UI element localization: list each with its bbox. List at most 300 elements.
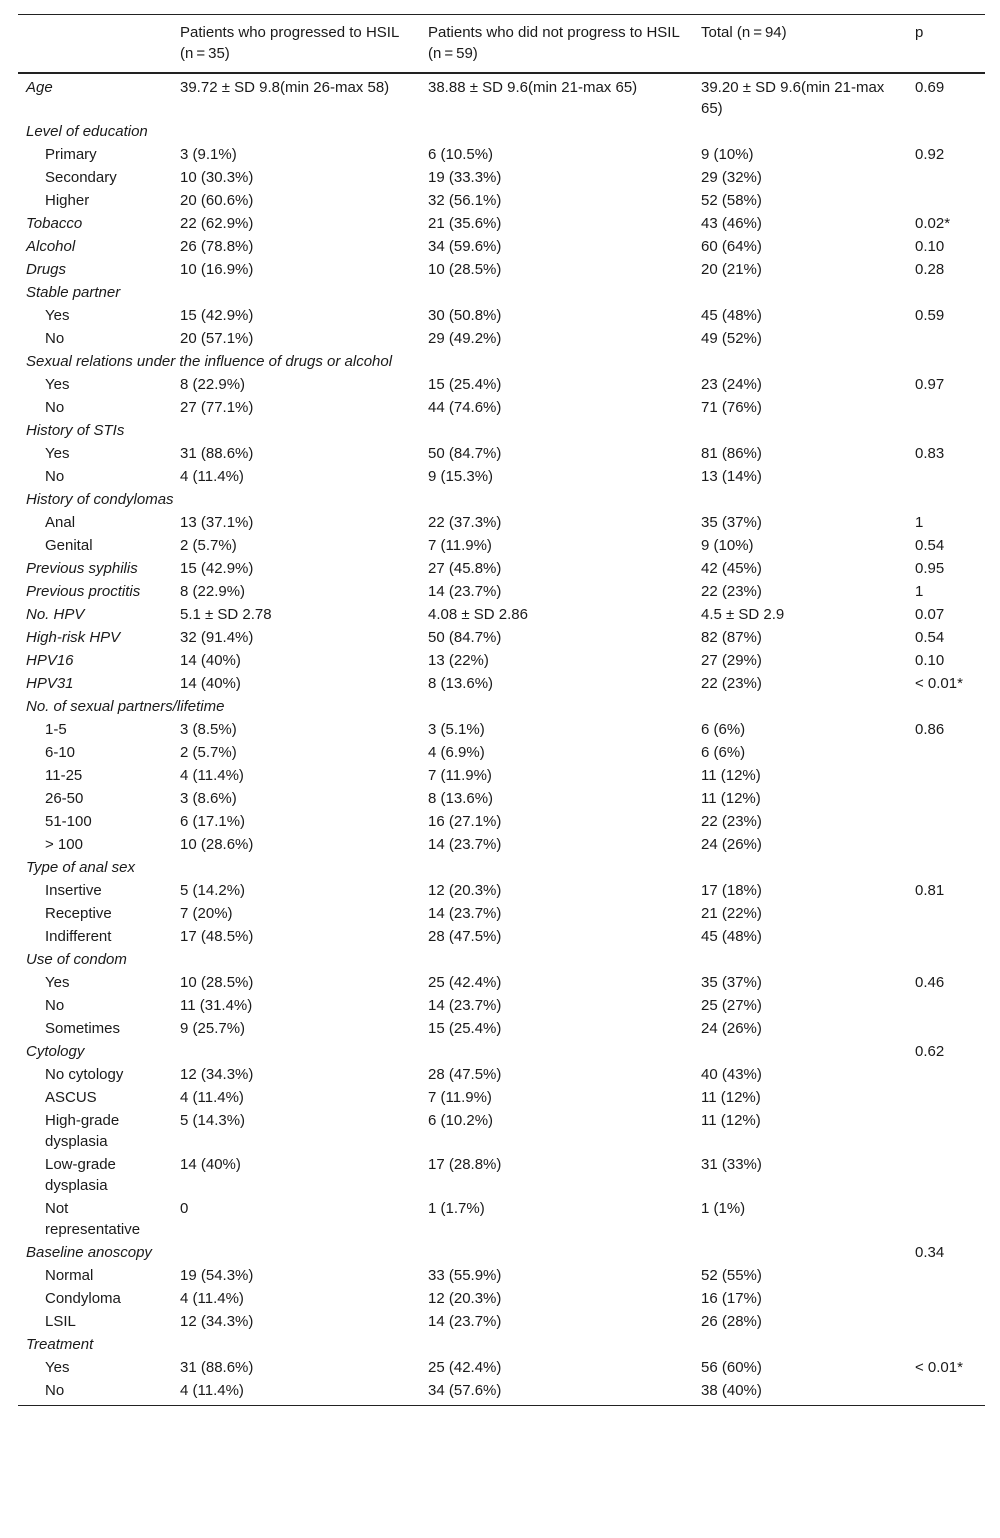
cell-progressed	[172, 1333, 420, 1356]
row-label: Genital	[45, 537, 93, 554]
cell-p-value: 0.81	[915, 882, 945, 899]
cell-total: 56 (60%)	[701, 1359, 762, 1376]
cell-not-progressed: 22 (37.3%)	[428, 514, 502, 531]
cell-total: 40 (43%)	[701, 1066, 762, 1083]
cell-not-progressed: 12 (20.3%)	[428, 882, 502, 899]
header-progressed: Patients who progressed to HSIL (n = 35)	[180, 24, 399, 62]
cell-p-value	[907, 994, 985, 1017]
cell-p-value: 1	[915, 583, 924, 600]
cell-not-progressed: 27 (45.8%)	[428, 560, 502, 577]
row-label: LSIL	[45, 1313, 76, 1330]
cell-p-value	[907, 833, 985, 856]
table-row-subcategory	[18, 1379, 985, 1406]
cell-not-progressed: 14 (23.7%)	[428, 997, 502, 1014]
cell-progressed: 4 (11.4%)	[180, 1089, 244, 1106]
table-row-subcategory	[18, 465, 985, 488]
cell-not-progressed: 38.88 ± SD 9.6(min 21-max 65)	[428, 79, 638, 96]
cell-progressed: 0	[180, 1200, 189, 1217]
cell-p-value: 0.97	[915, 376, 945, 393]
cell-not-progressed: 17 (28.8%)	[428, 1156, 502, 1173]
cell-progressed: 8 (22.9%)	[180, 583, 246, 600]
cell-p-value: 0.46	[915, 974, 945, 991]
row-label: Anal	[45, 514, 76, 531]
table-row-subcategory	[18, 1109, 985, 1153]
cell-total: 9 (10%)	[701, 146, 754, 163]
cell-total: 24 (26%)	[701, 836, 762, 853]
cell-progressed	[172, 856, 420, 879]
row-label: Alcohol	[26, 238, 76, 255]
cell-progressed: 9 (25.7%)	[180, 1020, 246, 1037]
cell-total: 42 (45%)	[701, 560, 762, 577]
cell-not-progressed: 25 (42.4%)	[428, 974, 502, 991]
cell-total: 11 (12%)	[701, 767, 761, 784]
row-label: Indifferent	[45, 928, 112, 945]
cell-p-value	[907, 925, 985, 948]
cell-progressed: 12 (34.3%)	[180, 1313, 254, 1330]
cell-not-progressed	[420, 1040, 693, 1063]
cell-total: 22 (23%)	[701, 583, 762, 600]
cell-p-value	[907, 189, 985, 212]
table-row-category	[18, 626, 985, 649]
table-body	[18, 73, 985, 1406]
table-row-subcategory	[18, 1197, 985, 1241]
cell-total: 43 (46%)	[701, 215, 762, 232]
cell-p-value	[907, 465, 985, 488]
cell-p-value	[907, 166, 985, 189]
cell-p-value	[907, 120, 985, 143]
table-row-subcategory	[18, 1153, 985, 1197]
cell-progressed: 14 (40%)	[180, 652, 241, 669]
cell-p-value: 0.59	[915, 307, 945, 324]
cell-not-progressed: 14 (23.7%)	[428, 905, 502, 922]
row-label: Insertive	[45, 882, 102, 899]
cell-p-value	[907, 281, 985, 304]
row-label: Primary	[45, 146, 97, 163]
cell-progressed: 6 (17.1%)	[180, 813, 246, 830]
row-label: HPV31	[26, 675, 74, 692]
cell-not-progressed: 8 (13.6%)	[428, 790, 494, 807]
cell-progressed	[172, 1040, 420, 1063]
table-row-category	[18, 948, 985, 971]
cell-p-value	[907, 1197, 985, 1241]
cell-not-progressed: 10 (28.5%)	[428, 261, 502, 278]
cell-progressed	[172, 120, 420, 143]
cell-progressed: 10 (28.5%)	[180, 974, 254, 991]
row-label: 6-10	[45, 744, 76, 761]
cell-total: 22 (23%)	[701, 813, 762, 830]
row-label: Yes	[45, 376, 70, 393]
table-row-subcategory	[18, 373, 985, 396]
table-row-subcategory	[18, 442, 985, 465]
cell-progressed: 5 (14.3%)	[180, 1112, 246, 1129]
cell-total: 27 (29%)	[701, 652, 762, 669]
cell-p-value: 0.34	[915, 1244, 945, 1261]
cell-not-progressed: 29 (49.2%)	[428, 330, 502, 347]
row-label: Sometimes	[45, 1020, 121, 1037]
cell-total	[693, 1040, 907, 1063]
cell-progressed	[172, 419, 420, 442]
results-table-container	[18, 14, 985, 1406]
cell-not-progressed	[420, 856, 693, 879]
cell-progressed: 3 (8.5%)	[180, 721, 237, 738]
table-row-category	[18, 1241, 985, 1264]
cell-p-value	[907, 1153, 985, 1197]
cell-total: 29 (32%)	[701, 169, 762, 186]
table-header	[18, 15, 985, 74]
cell-not-progressed	[420, 281, 693, 304]
cell-not-progressed	[420, 948, 693, 971]
table-row-subcategory	[18, 534, 985, 557]
cell-total: 16 (17%)	[701, 1290, 762, 1307]
table-row-subcategory	[18, 1310, 985, 1333]
cell-not-progressed: 32 (56.1%)	[428, 192, 502, 209]
header-variable	[18, 15, 172, 74]
cell-progressed: 31 (88.6%)	[180, 445, 254, 462]
cell-total	[693, 856, 907, 879]
cell-total: 23 (24%)	[701, 376, 762, 393]
row-label: Stable partner	[26, 284, 121, 301]
cell-not-progressed: 19 (33.3%)	[428, 169, 502, 186]
cell-p-value	[907, 396, 985, 419]
cell-total: 6 (6%)	[701, 721, 746, 738]
cell-not-progressed: 4 (6.9%)	[428, 744, 485, 761]
cell-total: 31 (33%)	[701, 1156, 762, 1173]
cell-p-value: 0.07	[915, 606, 945, 623]
cell-progressed: 2 (5.7%)	[180, 744, 237, 761]
row-label: Yes	[45, 445, 70, 462]
cell-progressed: 19 (54.3%)	[180, 1267, 254, 1284]
cell-p-value: 0.02*	[915, 215, 951, 232]
cell-progressed: 26 (78.8%)	[180, 238, 254, 255]
cell-p-value	[907, 856, 985, 879]
row-label: No cytology	[45, 1066, 124, 1083]
row-label: High-risk HPV	[26, 629, 121, 646]
cell-total	[693, 419, 907, 442]
cell-not-progressed: 33 (55.9%)	[428, 1267, 502, 1284]
cell-progressed: 4 (11.4%)	[180, 468, 244, 485]
row-label: 51-100	[45, 813, 92, 830]
table-row-subcategory	[18, 1287, 985, 1310]
cell-total: 35 (37%)	[701, 514, 762, 531]
table-row-subcategory	[18, 1356, 985, 1379]
table-row-subcategory	[18, 764, 985, 787]
cell-not-progressed: 30 (50.8%)	[428, 307, 502, 324]
cell-not-progressed: 50 (84.7%)	[428, 445, 502, 462]
row-label: Not representative	[45, 1200, 141, 1238]
cell-total: 52 (55%)	[701, 1267, 762, 1284]
table-row-subcategory	[18, 994, 985, 1017]
cell-p-value	[907, 1017, 985, 1040]
table-row-category	[18, 120, 985, 143]
cell-progressed: 31 (88.6%)	[180, 1359, 254, 1376]
cell-p-value: 0.54	[915, 537, 945, 554]
cell-p-value: 0.95	[915, 560, 945, 577]
table-row-subcategory	[18, 1063, 985, 1086]
cell-p-value	[907, 1063, 985, 1086]
cell-progressed: 10 (16.9%)	[180, 261, 254, 278]
row-label: High-grade dysplasia	[45, 1112, 120, 1150]
header-p-value: p	[915, 24, 924, 41]
cell-p-value: 0.92	[915, 146, 945, 163]
cell-p-value	[907, 764, 985, 787]
cell-p-value	[907, 1287, 985, 1310]
cell-progressed: 4 (11.4%)	[180, 1382, 244, 1399]
row-label: 1-5	[45, 721, 67, 738]
cell-progressed	[172, 1241, 420, 1264]
cell-p-value: 1	[915, 514, 924, 531]
cell-progressed: 15 (42.9%)	[180, 560, 254, 577]
cell-progressed: 14 (40%)	[180, 675, 241, 692]
cell-not-progressed: 34 (57.6%)	[428, 1382, 502, 1399]
table-row-subcategory	[18, 396, 985, 419]
cell-not-progressed: 3 (5.1%)	[428, 721, 485, 738]
table-row-subcategory	[18, 833, 985, 856]
cell-not-progressed: 50 (84.7%)	[428, 629, 502, 646]
cell-total: 22 (23%)	[701, 675, 762, 692]
cell-total: 4.5 ± SD 2.9	[701, 606, 785, 623]
cell-total: 81 (86%)	[701, 445, 762, 462]
table-row-subcategory	[18, 1264, 985, 1287]
row-label: Type of anal sex	[26, 859, 135, 876]
table-row-category	[18, 695, 985, 718]
table-row-category	[18, 672, 985, 695]
row-label: Yes	[45, 307, 70, 324]
table-row-category	[18, 73, 985, 120]
cell-not-progressed	[420, 1333, 693, 1356]
table-row-category	[18, 603, 985, 626]
cell-progressed: 2 (5.7%)	[180, 537, 237, 554]
cell-not-progressed: 15 (25.4%)	[428, 1020, 502, 1037]
cell-not-progressed: 21 (35.6%)	[428, 215, 502, 232]
row-label: Yes	[45, 1359, 70, 1376]
cell-progressed: 12 (34.3%)	[180, 1066, 254, 1083]
cell-not-progressed: 14 (23.7%)	[428, 1313, 502, 1330]
cell-p-value: 0.62	[915, 1043, 945, 1060]
cell-total: 45 (48%)	[701, 307, 762, 324]
cell-p-value: < 0.01*	[915, 1359, 963, 1376]
table-row-subcategory	[18, 879, 985, 902]
table-row-subcategory	[18, 166, 985, 189]
table-row-category	[18, 258, 985, 281]
row-label: Age	[26, 79, 53, 96]
table-row-category	[18, 281, 985, 304]
cell-total: 11 (12%)	[701, 790, 761, 807]
cell-total: 82 (87%)	[701, 629, 762, 646]
cell-not-progressed: 14 (23.7%)	[428, 583, 502, 600]
row-label: No	[45, 468, 65, 485]
row-label: No	[45, 399, 65, 416]
row-label: Yes	[45, 974, 70, 991]
cell-progressed: 14 (40%)	[180, 1156, 241, 1173]
row-label: 26-50	[45, 790, 84, 807]
table-row-subcategory	[18, 304, 985, 327]
cell-not-progressed: 28 (47.5%)	[428, 1066, 502, 1083]
table-row-category	[18, 235, 985, 258]
cell-total: 11 (12%)	[701, 1112, 761, 1129]
cell-total: 6 (6%)	[701, 744, 746, 761]
row-label: Secondary	[45, 169, 117, 186]
cell-not-progressed: 7 (11.9%)	[428, 767, 492, 784]
table-row-subcategory	[18, 902, 985, 925]
cell-progressed: 15 (42.9%)	[180, 307, 254, 324]
cell-progressed: 27 (77.1%)	[180, 399, 254, 416]
row-label: ASCUS	[45, 1089, 97, 1106]
cell-not-progressed: 12 (20.3%)	[428, 1290, 502, 1307]
cell-p-value: 0.86	[915, 721, 945, 738]
cell-total: 49 (52%)	[701, 330, 762, 347]
cell-p-value	[907, 1086, 985, 1109]
table-row-subcategory	[18, 718, 985, 741]
row-label: Cytology	[26, 1043, 85, 1060]
cell-p-value	[907, 1310, 985, 1333]
cell-progressed: 13 (37.1%)	[180, 514, 254, 531]
header-total: Total (n = 94)	[701, 24, 787, 41]
cell-progressed	[172, 948, 420, 971]
cell-total	[693, 1241, 907, 1264]
cell-progressed: 11 (31.4%)	[180, 997, 253, 1014]
cell-p-value: 0.10	[915, 238, 945, 255]
cell-total: 38 (40%)	[701, 1382, 762, 1399]
cell-progressed: 8 (22.9%)	[180, 376, 246, 393]
table-row-category	[18, 1040, 985, 1063]
row-label: Use of condom	[26, 951, 127, 968]
table-row-category	[18, 488, 985, 511]
cell-p-value	[907, 419, 985, 442]
cell-p-value	[907, 1264, 985, 1287]
cell-progressed: 3 (8.6%)	[180, 790, 237, 807]
cell-total: 71 (76%)	[701, 399, 762, 416]
cell-not-progressed: 6 (10.5%)	[428, 146, 494, 163]
cell-not-progressed: 7 (11.9%)	[428, 1089, 492, 1106]
table-row-category	[18, 557, 985, 580]
row-label: Previous syphilis	[26, 560, 138, 577]
cell-progressed: 10 (30.3%)	[180, 169, 254, 186]
cell-progressed: 20 (57.1%)	[180, 330, 254, 347]
cell-not-progressed: 4.08 ± SD 2.86	[428, 606, 528, 623]
cell-p-value	[907, 810, 985, 833]
cell-progressed: 32 (91.4%)	[180, 629, 254, 646]
cell-not-progressed	[420, 1241, 693, 1264]
row-label: No	[45, 330, 65, 347]
cell-progressed: 5 (14.2%)	[180, 882, 246, 899]
table-row-subcategory	[18, 971, 985, 994]
cell-p-value: < 0.01*	[915, 675, 963, 692]
cell-p-value	[907, 948, 985, 971]
cell-total: 45 (48%)	[701, 928, 762, 945]
cell-progressed: 5.1 ± SD 2.78	[180, 606, 272, 623]
cell-p-value	[907, 741, 985, 764]
table-row-category	[18, 212, 985, 235]
cell-not-progressed: 6 (10.2%)	[428, 1112, 494, 1129]
patient-characteristics-table	[18, 14, 985, 1406]
cell-progressed: 10 (28.6%)	[180, 836, 254, 853]
cell-p-value: 0.54	[915, 629, 945, 646]
table-row-subcategory	[18, 1086, 985, 1109]
cell-not-progressed: 14 (23.7%)	[428, 836, 502, 853]
table-row-subcategory	[18, 1017, 985, 1040]
cell-total: 17 (18%)	[701, 882, 762, 899]
cell-not-progressed: 13 (22%)	[428, 652, 489, 669]
table-row-subcategory	[18, 925, 985, 948]
row-label: Previous proctitis	[26, 583, 141, 600]
cell-not-progressed: 44 (74.6%)	[428, 399, 502, 416]
cell-p-value	[907, 327, 985, 350]
cell-total: 52 (58%)	[701, 192, 762, 209]
cell-p-value	[907, 902, 985, 925]
cell-not-progressed: 8 (13.6%)	[428, 675, 494, 692]
cell-p-value: 0.28	[915, 261, 945, 278]
table-row-subcategory	[18, 143, 985, 166]
cell-total	[693, 120, 907, 143]
row-label: Normal	[45, 1267, 94, 1284]
table-row-subcategory	[18, 787, 985, 810]
cell-p-value: 0.10	[915, 652, 945, 669]
row-label: History of condylomas	[26, 491, 174, 508]
row-label: Sexual relations under the influence of drugs or alcohol	[26, 353, 393, 370]
row-label: Level of education	[26, 123, 148, 140]
cell-total: 24 (26%)	[701, 1020, 762, 1037]
cell-p-value: 0.83	[915, 445, 945, 462]
row-label: Tobacco	[26, 215, 83, 232]
row-label: No	[45, 1382, 65, 1399]
table-row-category	[18, 856, 985, 879]
cell-p-value	[907, 1379, 985, 1406]
cell-not-progressed: 34 (59.6%)	[428, 238, 502, 255]
row-label: History of STIs	[26, 422, 125, 439]
table-row-category	[18, 1333, 985, 1356]
cell-not-progressed: 1 (1.7%)	[428, 1200, 485, 1217]
cell-progressed: 4 (11.4%)	[180, 1290, 244, 1307]
cell-not-progressed: 7 (11.9%)	[428, 537, 492, 554]
cell-total: 1 (1%)	[701, 1200, 746, 1217]
cell-p-value	[907, 787, 985, 810]
header-not-progressed: Patients who did not progress to HSIL (n = 59)	[428, 24, 680, 62]
cell-p-value: 0.69	[915, 79, 945, 96]
row-label: No. HPV	[26, 606, 85, 623]
row-label: No	[45, 997, 65, 1014]
table-row-category	[18, 419, 985, 442]
cell-total: 13 (14%)	[701, 468, 762, 485]
cell-total	[693, 281, 907, 304]
table-row-category	[18, 350, 985, 373]
cell-not-progressed: 28 (47.5%)	[428, 928, 502, 945]
row-label: > 100	[45, 836, 83, 853]
cell-not-progressed: 15 (25.4%)	[428, 376, 502, 393]
table-row-subcategory	[18, 189, 985, 212]
table-row-subcategory	[18, 511, 985, 534]
cell-total: 9 (10%)	[701, 537, 754, 554]
header-row	[18, 15, 985, 74]
cell-progressed: 20 (60.6%)	[180, 192, 254, 209]
row-label: No. of sexual partners/lifetime	[26, 698, 225, 715]
row-label: 11-25	[45, 767, 83, 784]
row-label: Treatment	[26, 1336, 94, 1353]
cell-not-progressed: 9 (15.3%)	[428, 468, 494, 485]
row-label: Low-grade dysplasia	[45, 1156, 116, 1194]
row-label: Higher	[45, 192, 90, 209]
table-row-category	[18, 580, 985, 603]
row-label: Receptive	[45, 905, 112, 922]
cell-total	[693, 1333, 907, 1356]
table-row-subcategory	[18, 810, 985, 833]
row-label: Drugs	[26, 261, 67, 278]
cell-progressed: 7 (20%)	[180, 905, 233, 922]
row-label: HPV16	[26, 652, 74, 669]
cell-not-progressed: 16 (27.1%)	[428, 813, 502, 830]
row-label: Condyloma	[45, 1290, 121, 1307]
cell-not-progressed	[420, 120, 693, 143]
table-row-subcategory	[18, 741, 985, 764]
